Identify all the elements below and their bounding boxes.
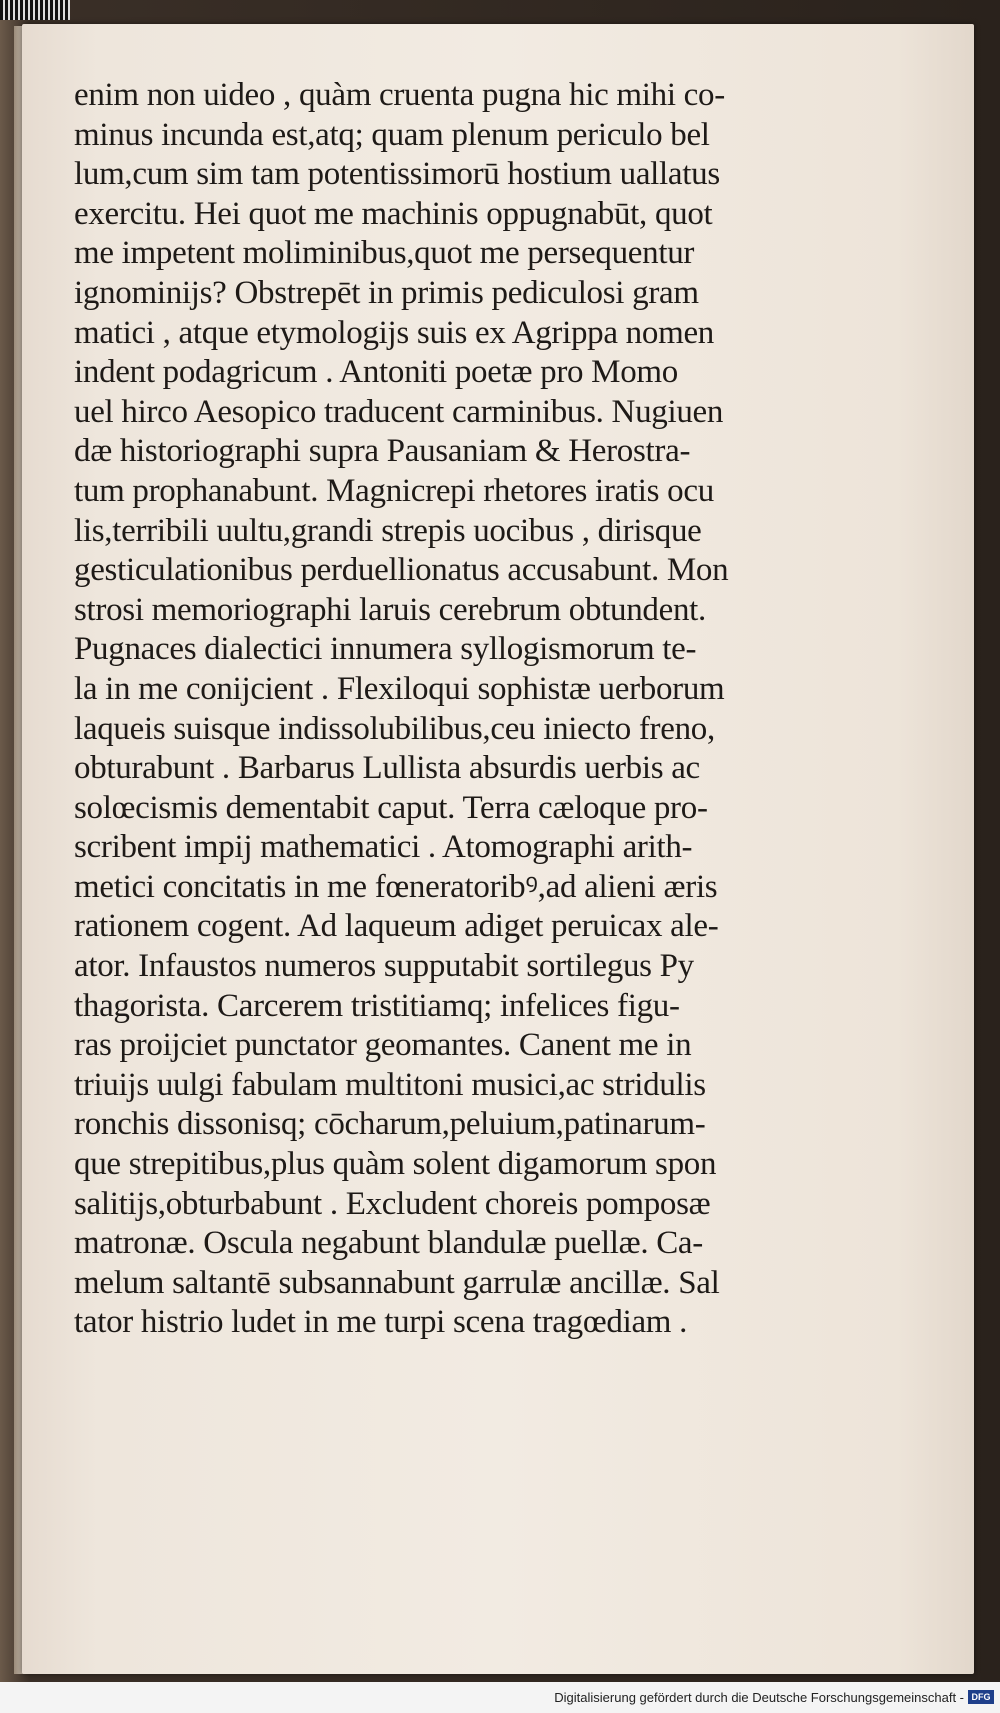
text-line: indent podagricum . Antoniti poetæ pro Momo xyxy=(74,354,678,391)
text-line: tum prophanabunt. Magnicrepi rhetores iratis ocu xyxy=(74,472,714,509)
text-line: matici , atque etymologijs suis ex Agrippa nomen xyxy=(74,314,714,351)
text-line: salitijs,obturbabunt . Excludent choreis pomposæ xyxy=(74,1185,711,1222)
text-line: rationem cogent. Ad laqueum adiget peruicax ale- xyxy=(74,908,719,945)
text-line: enim non uideo , quàm cruenta pugna hic mihi co- xyxy=(74,77,725,113)
text-line: Pugnaces dialectici innumera syllogismorum te- xyxy=(74,631,697,668)
text-line: solœcismis dementabit caput. Terra cæloque pro- xyxy=(74,789,708,826)
text-line: la in me conijcient . Flexiloqui sophistæ uerborum xyxy=(74,670,725,707)
text-line: scribent impij mathematici . Atomographi arith- xyxy=(74,829,693,866)
text-line: matronæ. Oscula negabunt blandulæ puellæ. Ca- xyxy=(74,1225,703,1262)
text-line: gesticulationibus perduellionatus accusabunt. Mon xyxy=(74,552,729,589)
text-line: laqueis suisque indissolubilibus,ceu iniecto freno, xyxy=(74,710,715,747)
text-line: ronchis dissonisq; cōcharum,peluium,patinarum- xyxy=(74,1106,706,1143)
text-line: me impetent moliminibus,quot me persequentur xyxy=(74,235,695,272)
text-line: que strepitibus,plus quàm solent digamorum spon xyxy=(74,1146,717,1183)
text-line: minus incunda est,atq; quam plenum periculo bel xyxy=(74,116,710,153)
text-line: metici concitatis in me fœneratoribꝰ,ad alieni æris xyxy=(74,868,718,905)
page-text-block xyxy=(74,76,854,1343)
text-line: triuijs uulgi fabulam multitoni musici,ac stridulis xyxy=(74,1066,706,1103)
funding-credit: Digitalisierung gefördert durch die Deutsche Forschungsgemeinschaft - xyxy=(554,1690,964,1705)
text-line: melum saltantē subsannabunt garrulæ ancillæ. Sal xyxy=(74,1264,720,1301)
text-line: tator histrio ludet in me turpi scena tragœdiam . xyxy=(74,1304,688,1341)
text-line: ator. Infaustos numeros supputabit sortilegus Py xyxy=(74,948,694,985)
text-line: dæ historiographi supra Pausaniam & Herostra- xyxy=(74,433,691,470)
text-line: obturabunt . Barbarus Lullista absurdis uerbis ac xyxy=(74,750,700,787)
text-line: exercitu. Hei quot me machinis oppugnabūt, quot xyxy=(74,195,713,232)
text-line: ignominijs? Obstrepēt in primis pediculosi gram xyxy=(74,274,699,311)
color-calibration-strip xyxy=(0,0,70,20)
text-line: strosi memoriographi laruis cerebrum obtundent. xyxy=(74,591,706,628)
text-line: uel hirco Aesopico traducent carminibus. Nugiuen xyxy=(74,393,724,430)
text-line: ras proijciet punctator geomantes. Canent me in xyxy=(74,1027,692,1064)
text-line: lum,cum sim tam potentissimorū hostium uallatus xyxy=(74,156,720,193)
book-page xyxy=(22,24,974,1674)
text-line: lis,terribili uultu,grandi strepis uocibus , dirisque xyxy=(74,512,702,549)
digitization-footer xyxy=(0,1682,1000,1713)
text-line: thagorista. Carcerem tristitiamq; infelices figu- xyxy=(74,987,680,1024)
dfg-logo-icon: DFG xyxy=(968,1690,994,1704)
